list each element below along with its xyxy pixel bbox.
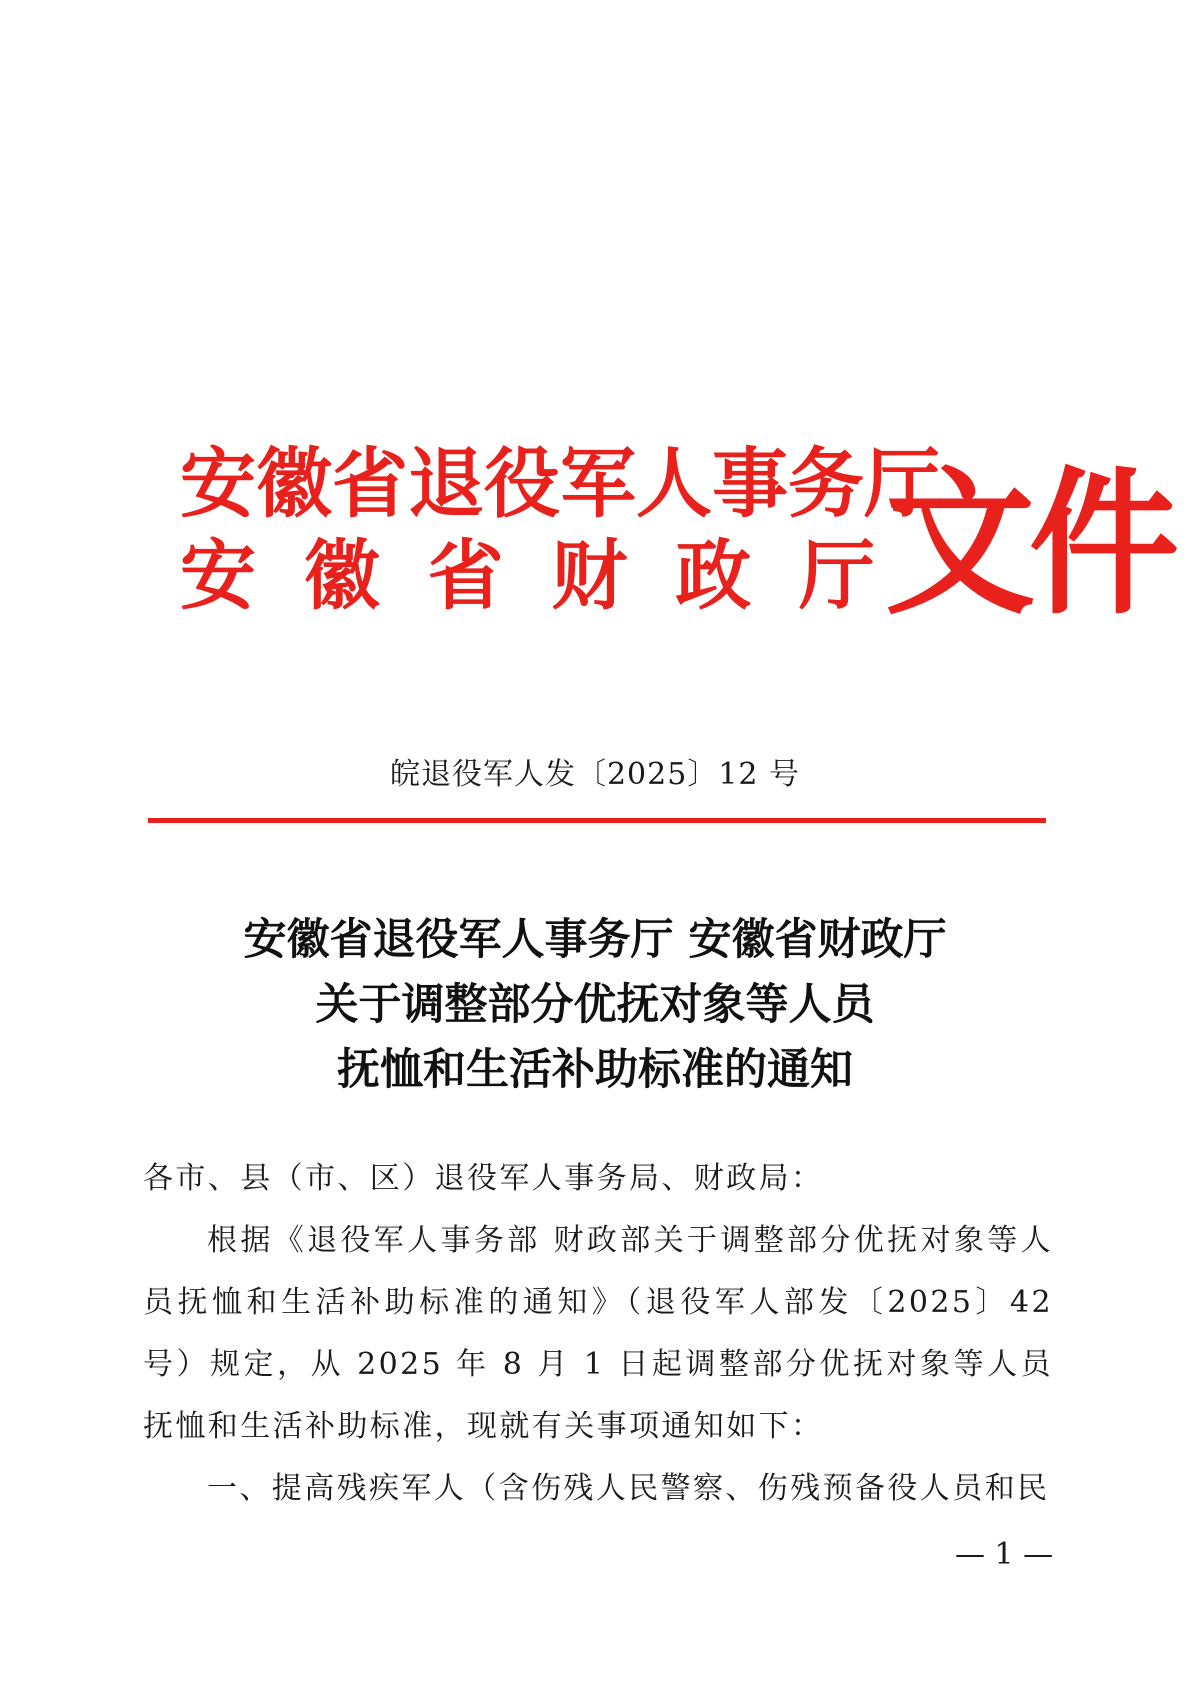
body-paragraph: 一、提高残疾军人（含伤残人民警察、伤残预备役人员和民 [207,1471,1050,1506]
issuing-organizations [180,438,940,622]
document-number: 皖退役军人发〔2025〕12 号 [389,757,801,792]
issuer-line-2 [180,530,875,622]
title-line-2: 关于调整部分优抚对象等人员 [315,980,875,1030]
red-separator-line [148,818,1046,823]
issuer-line-2-char: 厅 [798,531,875,620]
page-number: — 1 — [955,1537,1054,1572]
salutation: 各市、县（市、区）退役军人事务局、财政局： [143,1161,824,1196]
document-title [0,908,1190,1103]
document-body [143,1148,1053,1520]
issuer-line-2-char: 省 [427,531,504,620]
issuer-line-1: 安徽省退役军人事务厅 [180,439,940,528]
issuer-line-2-char: 政 [675,531,752,620]
body-paragraph: 根据《退役军人事务部 财政部关于调整部分优抚对象等人员抚恤和生活补助标准的通知》（退役军人部发〔2025〕42 号）规定，从 2025 年 8 月 1 日起调整部分优抚对象等人员抚恤和生活补助标准，现就有关事项通知如下： [143,1223,1053,1444]
title-line-3: 抚恤和生活补助标准的通知 [337,1045,853,1095]
title-line-1: 安徽省退役军人事务厅 安徽省财政厅 [243,915,947,965]
issuer-line-2-char: 财 [551,531,628,620]
issuer-line-2-char: 徽 [303,531,380,620]
issuer-line-2-char: 安 [180,531,256,620]
document-type-label: 文件 [885,451,1174,637]
